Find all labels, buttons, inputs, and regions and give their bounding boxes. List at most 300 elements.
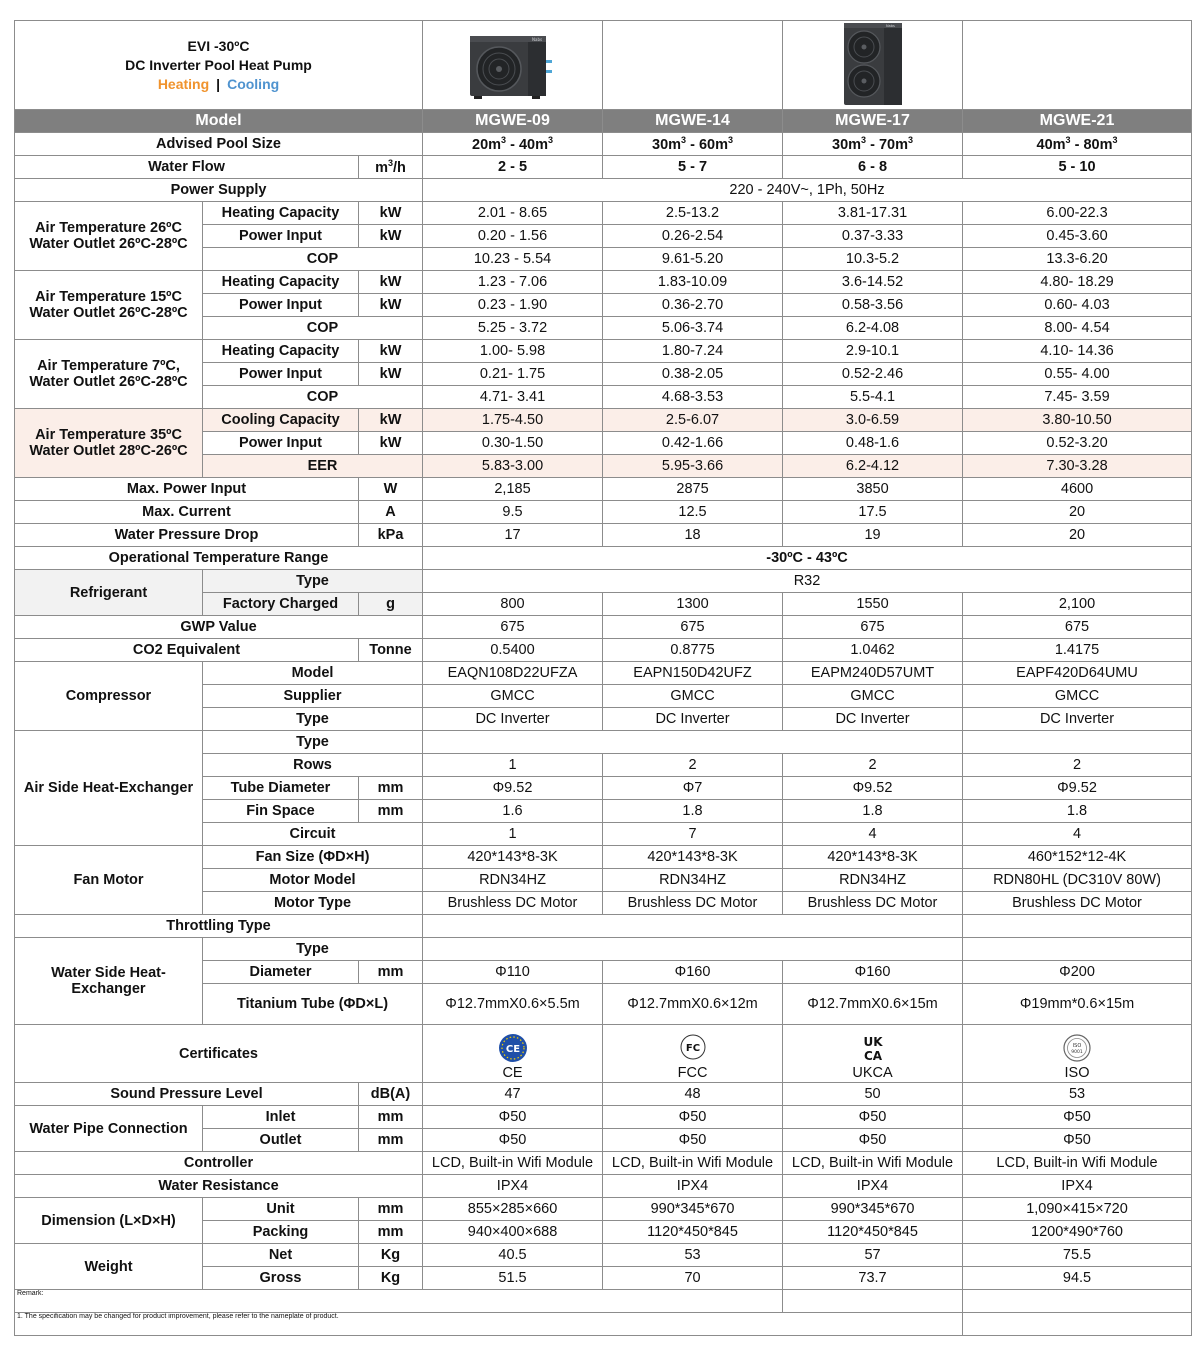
controller-value-4: LCD, Built-in Wifi Module: [963, 1152, 1192, 1175]
throttling-label: Throttling Type: [15, 915, 423, 938]
air-hx-r4-value-1: 1.6: [423, 800, 603, 823]
co2-value-1: 0.5400: [423, 639, 603, 662]
fan-motor-r2-value-3: RDN34HZ: [783, 869, 963, 892]
cond26-r2-value-4: 0.45-3.60: [963, 225, 1192, 248]
compressor-r2-value-2: GMCC: [603, 685, 783, 708]
water-pressure-drop-row: [15, 524, 1192, 547]
max-current-value-2: 12.5: [603, 501, 783, 524]
spec-table: [14, 20, 1192, 1336]
advised-pool-size-value-1-part: 20m: [472, 136, 502, 153]
controller-value-3: LCD, Built-in Wifi Module: [783, 1152, 963, 1175]
power-supply-row: [15, 179, 1192, 202]
cond7-param-label-1: Heating Capacity: [203, 340, 359, 363]
advised-pool-size-value-2: [603, 133, 783, 156]
air-hx-type-value-4: [963, 731, 1192, 754]
cond7-unit-1: kW: [359, 340, 423, 363]
refrigerant-charged-label: Factory Charged: [203, 593, 359, 616]
cond7-condition-line-1: Air Temperature 7ºC,: [37, 358, 180, 374]
certificate-label-3: UKCA: [852, 1065, 893, 1081]
cond35-r2-value-4: 0.52-3.20: [963, 432, 1192, 455]
spec-sheet: [14, 20, 1191, 1336]
weight-gross-unit: Kg: [359, 1267, 423, 1290]
water-flow-unit: [359, 156, 423, 179]
title-row: [15, 21, 1192, 110]
cond7-r1-value-1: 1.00- 5.98: [423, 340, 603, 363]
water-hx-tube-value-2: Φ12.7mmX0.6×12m: [603, 984, 783, 1025]
cond35-unit-1: kW: [359, 409, 423, 432]
advised-pool-size-value-3-part: 3: [861, 135, 867, 146]
cond26-unit-1: kW: [359, 202, 423, 225]
dimension-packing-value-3: 1120*450*845: [783, 1221, 963, 1244]
max-power-input-label: Max. Power Input: [15, 478, 359, 501]
title-cell: [15, 21, 423, 110]
water-pipe-outlet-value-1: Φ50: [423, 1129, 603, 1152]
air-hx-r5-value-2: 7: [603, 823, 783, 846]
sound-value-2: 48: [603, 1083, 783, 1106]
dimension-packing-value-2: 1120*450*845: [603, 1221, 783, 1244]
water-pipe-inlet-value-3: Φ50: [783, 1106, 963, 1129]
cond26-r3-value-1: 10.23 - 5.54: [423, 248, 603, 271]
cond35-r1-value-1: 1.75-4.50: [423, 409, 603, 432]
refrigerant-type-value: R32: [423, 570, 1192, 593]
advised-pool-size-value-4: [963, 133, 1192, 156]
gwp-row: [15, 616, 1192, 639]
weight-net-value-3: 57: [783, 1244, 963, 1267]
certificate-label-2: FCC: [677, 1065, 708, 1081]
advised-pool-size-value-3: [783, 133, 963, 156]
svg-text:CE: CE: [505, 1044, 520, 1055]
cond15-condition-line-1: Air Temperature 15ºC: [35, 289, 182, 305]
cond15-r2-value-3: 0.58-3.56: [783, 294, 963, 317]
water-hx-diameter-value-4: Φ200: [963, 961, 1192, 984]
compressor-r1-value-4: EAPF420D64UMU: [963, 662, 1192, 685]
unit-base: m: [375, 159, 388, 176]
weight-gross-label: Gross: [203, 1267, 359, 1290]
fan-motor-r2-value-2: RDN34HZ: [603, 869, 783, 892]
cond35-row-1: [15, 409, 1192, 432]
cond26-r1-value-3: 3.81-17.31: [783, 202, 963, 225]
water-hx-diameter-value-1: Φ110: [423, 961, 603, 984]
cond26-r2-value-2: 0.26-2.54: [603, 225, 783, 248]
advised-pool-size-value-1-part: 3: [501, 135, 507, 146]
air-hx-r4-value-2: 1.8: [603, 800, 783, 823]
air-hx-param-3: Tube Diameter: [203, 777, 359, 800]
title-line-2: DC Inverter Pool Heat Pump: [125, 56, 312, 73]
water-hx-tube-value-4: Φ19mm*0.6×15m: [963, 984, 1192, 1025]
water-pressure-drop-unit: kPa: [359, 524, 423, 547]
cond35-r2-value-3: 0.48-1.6: [783, 432, 963, 455]
advised-pool-size-label: Advised Pool Size: [15, 133, 423, 156]
advised-pool-size-row: [15, 133, 1192, 156]
cond15-param-label-1: Heating Capacity: [203, 271, 359, 294]
advised-pool-size-value-4-part: - 80m: [1070, 136, 1113, 153]
water-pressure-drop-value-3: 19: [783, 524, 963, 547]
compressor-r1-value-2: EAPN150D42UFZ: [603, 662, 783, 685]
cond35-param-label-3: EER: [203, 455, 423, 478]
water-pipe-inlet-unit: mm: [359, 1106, 423, 1129]
cond35-param-label-2: Power Input: [203, 432, 359, 455]
dimension-packing-value-4: 1200*490*760: [963, 1221, 1192, 1244]
water-flow-value-4: 5 - 10: [963, 156, 1192, 179]
air-hx-r3-value-2: Φ7: [603, 777, 783, 800]
compressor-r2-value-3: GMCC: [783, 685, 963, 708]
cond35-condition-label: [15, 409, 203, 478]
model-header-4: MGWE-21: [963, 110, 1192, 133]
sound-unit: dB(A): [359, 1083, 423, 1106]
water-pipe-outlet-value-3: Φ50: [783, 1129, 963, 1152]
controller-value-2: LCD, Built-in Wifi Module: [603, 1152, 783, 1175]
cond15-r1-value-3: 3.6-14.52: [783, 271, 963, 294]
cond7-param-label-3: COP: [203, 386, 423, 409]
fcc-icon: [678, 1033, 708, 1063]
water-pressure-drop-label: Water Pressure Drop: [15, 524, 359, 547]
unit-sup: 3: [388, 158, 394, 169]
dimension-label: Dimension (L×D×H): [15, 1198, 203, 1244]
water-pressure-drop-value-1: 17: [423, 524, 603, 547]
cond35-r2-value-1: 0.30-1.50: [423, 432, 603, 455]
model-header-label: Model: [15, 110, 423, 133]
water-hx-line-2: Exchanger: [71, 981, 146, 997]
mode-line: [15, 75, 422, 94]
cond15-r2-value-1: 0.23 - 1.90: [423, 294, 603, 317]
water-flow-value-2: 5 - 7: [603, 156, 783, 179]
refrigerant-charged-value-1: 800: [423, 593, 603, 616]
dimension-unit-value-1: 855×285×660: [423, 1198, 603, 1221]
cond15-r3-value-3: 6.2-4.08: [783, 317, 963, 340]
controller-value-1: LCD, Built-in Wifi Module: [423, 1152, 603, 1175]
image-logo: Nabs: [885, 24, 895, 28]
cond35-r2-value-2: 0.42-1.66: [603, 432, 783, 455]
cond15-r1-value-4: 4.80- 18.29: [963, 271, 1192, 294]
power-supply-label: Power Supply: [15, 179, 423, 202]
remark-spacer-1: [783, 1290, 963, 1313]
svg-text:CA: CA: [863, 1049, 882, 1063]
gwp-value-1: 675: [423, 616, 603, 639]
model-header-1: MGWE-09: [423, 110, 603, 133]
remark-row: [15, 1290, 1192, 1313]
compressor-row-1: [15, 662, 1192, 685]
fan-motor-row-1: [15, 846, 1192, 869]
air-hx-r4-value-4: 1.8: [963, 800, 1192, 823]
gwp-value-2: 675: [603, 616, 783, 639]
air-hx-r5-value-4: 4: [963, 823, 1192, 846]
heat-pump-large-image: [838, 21, 908, 109]
cond7-r2-value-3: 0.52-2.46: [783, 363, 963, 386]
air-hx-param-1: Type: [203, 731, 423, 754]
cond26-r3-value-3: 10.3-5.2: [783, 248, 963, 271]
cond7-r1-value-4: 4.10- 14.36: [963, 340, 1192, 363]
refrigerant-charged-value-2: 1300: [603, 593, 783, 616]
cond7-r2-value-2: 0.38-2.05: [603, 363, 783, 386]
cond15-unit-2: kW: [359, 294, 423, 317]
water-hx-diameter-value-2: Φ160: [603, 961, 783, 984]
max-current-value-1: 9.5: [423, 501, 603, 524]
weight-gross-value-4: 94.5: [963, 1267, 1192, 1290]
water-pressure-drop-value-2: 18: [603, 524, 783, 547]
remark-spacer-2: [963, 1290, 1192, 1313]
max-power-input-unit: W: [359, 478, 423, 501]
remark-note: 1. The specification may be changed for product improvement, please refer to the nameplate of product.: [15, 1313, 963, 1336]
cond35-r3-value-2: 5.95-3.66: [603, 455, 783, 478]
max-power-input-value-3: 3850: [783, 478, 963, 501]
cond26-r2-value-3: 0.37-3.33: [783, 225, 963, 248]
water-hx-label: [15, 938, 203, 1025]
cond26-condition-label: [15, 202, 203, 271]
image-spacer-1: [603, 21, 783, 110]
air-hx-param-5: Circuit: [203, 823, 423, 846]
water-hx-diameter-label: Diameter: [203, 961, 359, 984]
advised-pool-size-value-2-part: - 60m: [686, 136, 728, 153]
co2-label: CO2 Equivalent: [15, 639, 359, 662]
cond15-r2-value-2: 0.36-2.70: [603, 294, 783, 317]
water-pipe-inlet-row: [15, 1106, 1192, 1129]
cond35-unit-2: kW: [359, 432, 423, 455]
fan-motor-r1-value-1: 420*143*8-3K: [423, 846, 603, 869]
weight-net-unit: Kg: [359, 1244, 423, 1267]
co2-value-4: 1.4175: [963, 639, 1192, 662]
cond26-param-label-3: COP: [203, 248, 423, 271]
remark-label: Remark:: [15, 1290, 783, 1313]
fan-motor-r3-value-1: Brushless DC Motor: [423, 892, 603, 915]
fan-motor-r3-value-2: Brushless DC Motor: [603, 892, 783, 915]
cond15-r1-value-1: 1.23 - 7.06: [423, 271, 603, 294]
dimension-unit-unit: mm: [359, 1198, 423, 1221]
weight-gross-value-3: 73.7: [783, 1267, 963, 1290]
iso-icon: [1062, 1033, 1092, 1063]
air-hx-r2-value-1: 1: [423, 754, 603, 777]
air-hx-type-value-1-3: [423, 731, 963, 754]
water-resistance-row: [15, 1175, 1192, 1198]
air-hx-r2-value-3: 2: [783, 754, 963, 777]
dimension-packing-unit: mm: [359, 1221, 423, 1244]
cond7-r2-value-4: 0.55- 4.00: [963, 363, 1192, 386]
unit-tail: /h: [393, 159, 406, 176]
image-spacer-2: [963, 21, 1192, 110]
refrigerant-type-row: [15, 570, 1192, 593]
compressor-r3-value-4: DC Inverter: [963, 708, 1192, 731]
advised-pool-size-value-2-part: 3: [727, 135, 733, 146]
water-flow-value-1: 2 - 5: [423, 156, 603, 179]
advised-pool-size-value-4-part: 3: [1112, 135, 1118, 146]
weight-gross-value-1: 51.5: [423, 1267, 603, 1290]
dimension-unit-value-2: 990*345*670: [603, 1198, 783, 1221]
water-pipe-outlet-value-2: Φ50: [603, 1129, 783, 1152]
refrigerant-charged-value-3: 1550: [783, 593, 963, 616]
certificate-label-1: CE: [502, 1065, 523, 1081]
co2-row: [15, 639, 1192, 662]
water-pipe-inlet-label: Inlet: [203, 1106, 359, 1129]
co2-value-3: 1.0462: [783, 639, 963, 662]
fan-motor-label: Fan Motor: [15, 846, 203, 915]
fan-motor-r2-value-4: RDN80HL (DC310V 80W): [963, 869, 1192, 892]
water-hx-type-value-1-3: [423, 938, 963, 961]
max-current-unit: A: [359, 501, 423, 524]
cond7-param-label-2: Power Input: [203, 363, 359, 386]
air-hx-r2-value-4: 2: [963, 754, 1192, 777]
cond15-row-1: [15, 271, 1192, 294]
compressor-r1-value-3: EAPM240D57UMT: [783, 662, 963, 685]
cond35-param-label-1: Cooling Capacity: [203, 409, 359, 432]
weight-net-value-2: 53: [603, 1244, 783, 1267]
cond7-r3-value-3: 5.5-4.1: [783, 386, 963, 409]
power-supply-value: 220 - 240V~, 1Ph, 50Hz: [423, 179, 1192, 202]
product-image-small-cell: [423, 21, 603, 110]
dimension-unit-value-4: 1,090×415×720: [963, 1198, 1192, 1221]
weight-label: Weight: [15, 1244, 203, 1290]
cond15-r3-value-4: 8.00- 4.54: [963, 317, 1192, 340]
cond7-r2-value-1: 0.21- 1.75: [423, 363, 603, 386]
fan-motor-r1-value-3: 420*143*8-3K: [783, 846, 963, 869]
water-pressure-drop-value-4: 20: [963, 524, 1192, 547]
cond15-param-label-3: COP: [203, 317, 423, 340]
ce-icon: [498, 1033, 528, 1063]
water-pipe-outlet-label: Outlet: [203, 1129, 359, 1152]
air-hx-unit-4: mm: [359, 800, 423, 823]
cond7-condition-line-2: Water Outlet 26ºC-28ºC: [29, 374, 188, 390]
advised-pool-size-value-1: [423, 133, 603, 156]
gwp-value-3: 675: [783, 616, 963, 639]
cond7-r3-value-2: 4.68-3.53: [603, 386, 783, 409]
air-hx-r2-value-2: 2: [603, 754, 783, 777]
air-hx-r5-value-1: 1: [423, 823, 603, 846]
controller-label: Controller: [15, 1152, 423, 1175]
fan-motor-r2-value-1: RDN34HZ: [423, 869, 603, 892]
fan-motor-r3-value-4: Brushless DC Motor: [963, 892, 1192, 915]
max-current-label: Max. Current: [15, 501, 359, 524]
cond7-condition-label: [15, 340, 203, 409]
water-hx-tube-value-3: Φ12.7mmX0.6×15m: [783, 984, 963, 1025]
weight-gross-value-2: 70: [603, 1267, 783, 1290]
advised-pool-size-value-4-part: 3: [1065, 135, 1071, 146]
svg-text:UK: UK: [862, 1035, 883, 1049]
cond35-r3-value-4: 7.30-3.28: [963, 455, 1192, 478]
cond7-r3-value-4: 7.45- 3.59: [963, 386, 1192, 409]
air-hx-unit-3: mm: [359, 777, 423, 800]
water-resistance-value-2: IPX4: [603, 1175, 783, 1198]
compressor-r3-value-1: DC Inverter: [423, 708, 603, 731]
compressor-param-3: Type: [203, 708, 423, 731]
cond26-param-label-1: Heating Capacity: [203, 202, 359, 225]
model-header-3: MGWE-17: [783, 110, 963, 133]
cond35-r1-value-4: 3.80-10.50: [963, 409, 1192, 432]
compressor-label: Compressor: [15, 662, 203, 731]
cond35-condition-line-1: Air Temperature 35ºC: [35, 427, 182, 443]
water-flow-row: [15, 156, 1192, 179]
air-hx-row-1: [15, 731, 1192, 754]
throttling-value-1-3: [423, 915, 963, 938]
max-power-input-value-1: 2,185: [423, 478, 603, 501]
cond26-r3-value-2: 9.61-5.20: [603, 248, 783, 271]
max-power-input-value-4: 4600: [963, 478, 1192, 501]
advised-pool-size-value-2-part: 30m: [652, 136, 682, 153]
air-hx-r4-value-3: 1.8: [783, 800, 963, 823]
dimension-unit-row: [15, 1198, 1192, 1221]
dimension-unit-label: Unit: [203, 1198, 359, 1221]
image-logo: Nabs: [531, 37, 542, 42]
water-resistance-label: Water Resistance: [15, 1175, 423, 1198]
advised-pool-size-value-3-part: 30m: [832, 136, 862, 153]
refrigerant-label: Refrigerant: [15, 570, 203, 616]
water-pipe-outlet-unit: mm: [359, 1129, 423, 1152]
fan-motor-param-1: Fan Size (ΦD×H): [203, 846, 423, 869]
title-line-1: EVI -30ºC: [187, 37, 250, 54]
water-resistance-value-3: IPX4: [783, 1175, 963, 1198]
svg-text:9001: 9001: [1071, 1050, 1083, 1055]
advised-pool-size-value-4-part: 40m: [1036, 136, 1066, 153]
water-resistance-value-4: IPX4: [963, 1175, 1192, 1198]
cond15-r3-value-1: 5.25 - 3.72: [423, 317, 603, 340]
air-hx-param-4: Fin Space: [203, 800, 359, 823]
compressor-r3-value-3: DC Inverter: [783, 708, 963, 731]
water-hx-tube-label: Titanium Tube (ΦD×L): [203, 984, 423, 1025]
water-pipe-inlet-value-1: Φ50: [423, 1106, 603, 1129]
model-header-2: MGWE-14: [603, 110, 783, 133]
operational-temp-row: [15, 547, 1192, 570]
fan-motor-param-2: Motor Model: [203, 869, 423, 892]
cond15-condition-label: [15, 271, 203, 340]
cond35-condition-line-2: Water Outlet 28ºC-26ºC: [29, 443, 188, 459]
cond26-r3-value-4: 13.3-6.20: [963, 248, 1192, 271]
water-pipe-label: Water Pipe Connection: [15, 1106, 203, 1152]
max-current-value-4: 20: [963, 501, 1192, 524]
certificate-2: [603, 1025, 783, 1083]
air-hx-r3-value-1: Φ9.52: [423, 777, 603, 800]
cond15-r3-value-2: 5.06-3.74: [603, 317, 783, 340]
advised-pool-size-value-1-part: - 40m: [506, 136, 548, 153]
product-image-large-cell: [783, 21, 963, 110]
advised-pool-size-value-1-part: 3: [547, 135, 553, 146]
compressor-param-1: Model: [203, 662, 423, 685]
mode-cooling: Cooling: [227, 75, 280, 92]
compressor-r1-value-1: EAQN108D22UFZA: [423, 662, 603, 685]
water-flow-label: Water Flow: [15, 156, 359, 179]
water-hx-tube-value-1: Φ12.7mmX0.6×5.5m: [423, 984, 603, 1025]
sound-row: [15, 1083, 1192, 1106]
certificate-4: [963, 1025, 1192, 1083]
refrigerant-type-label: Type: [203, 570, 423, 593]
water-pipe-inlet-value-4: Φ50: [963, 1106, 1192, 1129]
throttling-row: [15, 915, 1192, 938]
certificate-3: [783, 1025, 963, 1083]
sound-value-3: 50: [783, 1083, 963, 1106]
cond26-param-label-2: Power Input: [203, 225, 359, 248]
max-power-input-value-2: 2875: [603, 478, 783, 501]
cond15-r2-value-4: 0.60- 4.03: [963, 294, 1192, 317]
weight-net-label: Net: [203, 1244, 359, 1267]
certificates-label: Certificates: [15, 1025, 423, 1083]
dimension-packing-value-1: 940×400×688: [423, 1221, 603, 1244]
air-hx-param-2: Rows: [203, 754, 423, 777]
cond7-r1-value-3: 2.9-10.1: [783, 340, 963, 363]
cond26-r1-value-2: 2.5-13.2: [603, 202, 783, 225]
sound-value-4: 53: [963, 1083, 1192, 1106]
air-hx-r3-value-3: Φ9.52: [783, 777, 963, 800]
cond26-condition-line-2: Water Outlet 26ºC-28ºC: [29, 236, 188, 252]
co2-value-2: 0.8775: [603, 639, 783, 662]
air-hx-label: Air Side Heat-Exchanger: [15, 731, 203, 846]
remark-note-row: [15, 1313, 1192, 1336]
heat-pump-small-image: [466, 30, 560, 100]
throttling-value-4: [963, 915, 1192, 938]
water-resistance-value-1: IPX4: [423, 1175, 603, 1198]
max-current-value-3: 17.5: [783, 501, 963, 524]
advised-pool-size-value-2-part: 3: [681, 135, 687, 146]
weight-net-value-4: 75.5: [963, 1244, 1192, 1267]
cond7-r1-value-2: 1.80-7.24: [603, 340, 783, 363]
cond35-r3-value-3: 6.2-4.12: [783, 455, 963, 478]
mode-heating: Heating: [157, 75, 210, 92]
cond26-r1-value-1: 2.01 - 8.65: [423, 202, 603, 225]
